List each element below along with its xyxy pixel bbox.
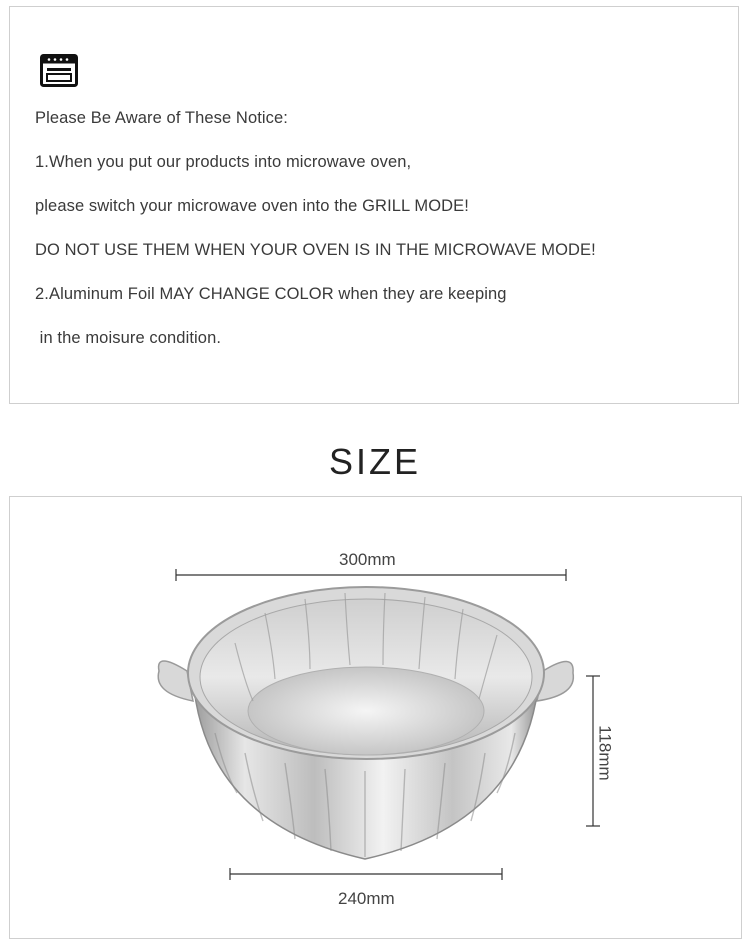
- top-width-dimension-line: [174, 569, 568, 581]
- notice-line-3: DO NOT USE THEM WHEN YOUR OVEN IS IN THE MICROWAVE MODE!: [35, 241, 596, 259]
- notice-line-1: 1.When you put our products into microwave oven,: [35, 153, 412, 171]
- size-title: SIZE: [328, 441, 421, 482]
- bottom-width-label: 240mm: [338, 889, 395, 908]
- product-box: [9, 496, 742, 939]
- top-width-label: 300mm: [339, 550, 396, 569]
- notice-line-2: please switch your microwave oven into the GRILL MODE!: [35, 197, 469, 215]
- notice-heading: Please Be Aware of These Notice:: [35, 109, 288, 127]
- oven-icon: [40, 54, 78, 87]
- bottom-width-dimension-line: [228, 868, 504, 880]
- notice-line-5: in the moisure condition.: [35, 329, 222, 347]
- foil-bowl-image: [145, 583, 585, 868]
- notice-line-4: 2.Aluminum Foil MAY CHANGE COLOR when they are keeping: [35, 285, 507, 303]
- height-label: 118mm: [595, 725, 615, 781]
- notice-box: [9, 6, 739, 404]
